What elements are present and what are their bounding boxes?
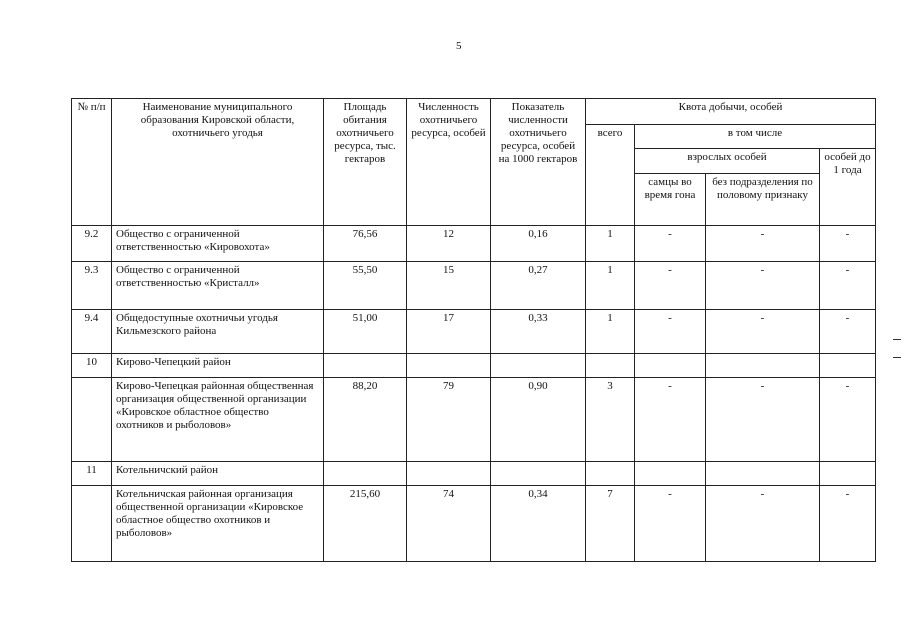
row-total: 1 bbox=[586, 226, 635, 262]
row-name: Общество с ограниченной ответственностью «Кристалл» bbox=[112, 262, 324, 310]
row-name: Общедоступные охотничьи угодья Кильмезского района bbox=[112, 310, 324, 354]
table-row bbox=[72, 310, 876, 354]
scan-mark bbox=[893, 339, 901, 340]
row-name: Котельничский район bbox=[112, 462, 324, 486]
row-count: 15 bbox=[407, 262, 491, 310]
row-area: 88,20 bbox=[324, 378, 407, 462]
row-count: 74 bbox=[407, 486, 491, 562]
header-area: Площадь обитания охотничьего ресурса, тыс. гектаров bbox=[324, 99, 407, 226]
row-num: 9.2 bbox=[72, 226, 112, 262]
row-num bbox=[72, 378, 112, 462]
row-num: 9.3 bbox=[72, 262, 112, 310]
row-juveniles: - bbox=[820, 226, 876, 262]
row-density: 0,27 bbox=[491, 262, 586, 310]
row-density: 0,90 bbox=[491, 378, 586, 462]
row-total: 1 bbox=[586, 310, 635, 354]
header-num: № п/п bbox=[72, 99, 112, 226]
row-males: - bbox=[635, 486, 706, 562]
header-males: самцы во время гона bbox=[635, 174, 706, 226]
row-num: 9.4 bbox=[72, 310, 112, 354]
header-including: в том числе bbox=[635, 125, 876, 149]
row-no-sex: - bbox=[706, 310, 820, 354]
table-row bbox=[72, 226, 876, 262]
header-adults: взрослых особей bbox=[635, 149, 820, 174]
row-density: 0,34 bbox=[491, 486, 586, 562]
header-total: всего bbox=[586, 125, 635, 226]
row-num: 11 bbox=[72, 462, 112, 486]
header-density: Показатель численности охотничьего ресурса, особей на 1000 гектаров bbox=[491, 99, 586, 226]
table-row-district bbox=[72, 354, 876, 378]
table-header bbox=[72, 99, 876, 226]
table-body bbox=[72, 226, 876, 562]
header-no-sex: без подразделения по половому признаку bbox=[706, 174, 820, 226]
row-name: Кирово-Чепецкая районная общественная организация общественной организации «Кировское областное общество охотников и рыболовов» bbox=[112, 378, 324, 462]
row-males: - bbox=[635, 378, 706, 462]
row-area: 51,00 bbox=[324, 310, 407, 354]
row-juveniles: - bbox=[820, 378, 876, 462]
row-density: 0,16 bbox=[491, 226, 586, 262]
row-density: 0,33 bbox=[491, 310, 586, 354]
row-count: 17 bbox=[407, 310, 491, 354]
table-row bbox=[72, 486, 876, 562]
row-males: - bbox=[635, 310, 706, 354]
row-no-sex: - bbox=[706, 378, 820, 462]
header-name: Наименование муниципального образования Кировской области, охотничьего угодья bbox=[112, 99, 324, 226]
row-no-sex: - bbox=[706, 226, 820, 262]
row-males: - bbox=[635, 262, 706, 310]
row-total: 3 bbox=[586, 378, 635, 462]
row-count: 12 bbox=[407, 226, 491, 262]
row-males: - bbox=[635, 226, 706, 262]
row-juveniles: - bbox=[820, 486, 876, 562]
header-juveniles: особей до 1 года bbox=[820, 149, 876, 226]
row-num: 10 bbox=[72, 354, 112, 378]
row-name: Котельничская районная организация общественной организации «Кировское областное общество охотников и рыболовов» bbox=[112, 486, 324, 562]
row-area: 215,60 bbox=[324, 486, 407, 562]
row-area: 76,56 bbox=[324, 226, 407, 262]
row-no-sex: - bbox=[706, 486, 820, 562]
row-juveniles: - bbox=[820, 262, 876, 310]
quota-table bbox=[71, 98, 876, 562]
row-juveniles: - bbox=[820, 310, 876, 354]
row-no-sex: - bbox=[706, 262, 820, 310]
table-row bbox=[72, 262, 876, 310]
scan-mark bbox=[893, 357, 901, 358]
row-num bbox=[72, 486, 112, 562]
table-row-district bbox=[72, 462, 876, 486]
row-name: Общество с ограниченной ответственностью «Кировохота» bbox=[112, 226, 324, 262]
header-count: Численность охотничьего ресурса, особей bbox=[407, 99, 491, 226]
page-number: 5 bbox=[456, 40, 462, 52]
row-total: 7 bbox=[586, 486, 635, 562]
row-area: 55,50 bbox=[324, 262, 407, 310]
table-row bbox=[72, 378, 876, 462]
header-quota: Квота добычи, особей bbox=[586, 99, 876, 125]
row-name: Кирово-Чепецкий район bbox=[112, 354, 324, 378]
row-total: 1 bbox=[586, 262, 635, 310]
row-count: 79 bbox=[407, 378, 491, 462]
